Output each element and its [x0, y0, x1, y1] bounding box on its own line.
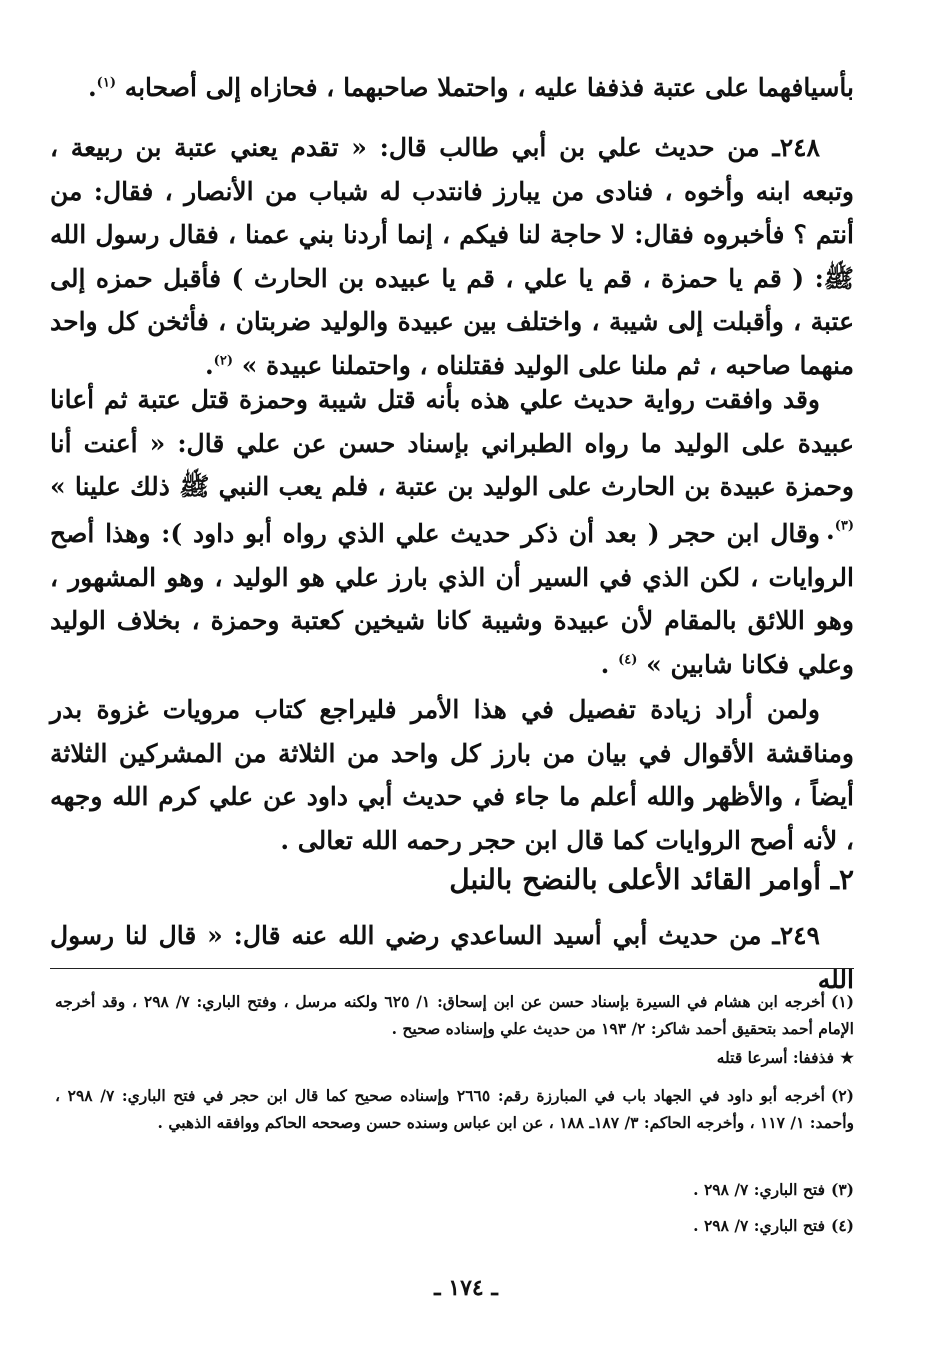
- footnote-ref-3: (٣): [834, 518, 854, 534]
- footnote-star: ★فذففا: أسرعا قتله: [716, 1048, 854, 1067]
- section-heading: ٢ـ أوامر القائد الأعلى بالنضح بالنبل: [449, 863, 854, 896]
- paragraph-tabarani: وقد وافقت رواية حديث علي هذه بأنه قتل شيبة وحمزة قتل عتبة ثم أعانا عبيدة على الوليد ما رواه الطبراني بإسناد حسن عن علي قال: « أعنت أنا وحمزة عبيدة بن الحارث على الوليد بن عتبة ، فلم يعب النبي ﷺ ذلك علينا » $^{(٣)}$.: [50, 385, 854, 545]
- footnote-4: (٤)فتح الباري: ٧/ ٢٩٨ .: [693, 1216, 854, 1235]
- footnote-ref-4: (٤): [618, 652, 638, 668]
- footnote-ref-1: (١): [96, 75, 116, 91]
- footnote-3: (٣)فتح الباري: ٧/ ٢٩٨ .: [693, 1180, 854, 1199]
- page-number: ـ ١٧٤ ـ: [434, 1275, 498, 1301]
- footnote-2: (٢)أخرجه أبو داود في الجهاد باب في المبارزة رقم: ٢٦٦٥ وإسناده صحيح كما قال ابن حجر في فتح الباري: ٧/ ٢٩٨ ، وأحمد: ١/ ١١٧ ، وأخرجه الحاكم: ٣/ ١٨٧ـ ١٨٨ ، عن ابن عباس وسنده حسن وصححه الحاكم ووافقه الذهبي .: [55, 1086, 855, 1132]
- footnote-ref-2: (٢): [213, 353, 233, 369]
- paragraph-further-detail: ولمن أراد زيادة تفصيل في هذا الأمر فليراجع كتاب مرويات غزوة بدر ومناقشة الأقوال في بيان من بارز كل واحد من الثلاثة من المشركين الثلاثة أيضاً ، والأظهر والله أعلم ما جاء في حديث أبي داود عن علي كرم الله وجهه ، لأنه أصح الروايات كما قال ابن حجر رحمه الله تعالى .: [50, 695, 854, 855]
- paragraph-hadith-249: ٢٤٩ـ من حديث أبي أسيد الساعدي رضي الله عنه قال: « قال لنا رسول الله: [50, 921, 854, 994]
- paragraph-ibn-hajar: وقال ابن حجر ( بعد أن ذكر حديث علي الذي رواه أبو داود ): وهذا أصح الروايات ، لكن الذي في السير أن الذي بارز علي هو الوليد ، وهو المشهور ، وهو اللائق بالمقام لأن عبيدة وشيبة كانا شيخين كعتبة وحمزة ، بخلاف الوليد وعلي فكانا شابين » $^{(٤)}$ .: [50, 519, 854, 679]
- footnote-1: (١)أخرجه ابن هشام في السيرة بإسناد حسن عن ابن إسحاق: ١/ ٦٢٥ ولكنه مرسل ، وفتح الباري: ٧/ ٢٩٨ ، وقد أخرجه الإمام أحمد بتحقيق أحمد شاكر: ٢/ ١٩٣ من حديث علي وإسناده صحيح .: [55, 992, 855, 1038]
- paragraph-continuation: بأسيافهما على عتبة فذففا عليه ، واحتملا صاحبهما ، فحازاه إلى أصحابه $^{(١)}$.: [87, 73, 854, 102]
- paragraph-hadith-248: ٢٤٨ـ من حديث علي بن أبي طالب قال: « تقدم يعني عتبة بن ربيعة ، وتبعه ابنه وأخوه ، فنادى من يبارز فانتدب له شباب من الأنصار ، فقال: من أنتم ؟ فأخبروه فقال: لا حاجة لنا فيكم ، إنما أردنا بني عمنا ، فقال رسول الله ﷺ: ( قم يا حمزة ، قم يا علي ، قم يا عبيده بن الحارث ) فأقبل حمزه إلى عتبة ، وأقبلت إلى شيبة ، واختلف بين عبيدة والوليد ضربتان ، فأثخن كل واحد منهما صاحبه ، ثم ملنا على الوليد فقتلناه ، واحتملنا عبيدة » $^{(٢)}$.: [50, 133, 854, 380]
- footnote-divider: [50, 968, 854, 969]
